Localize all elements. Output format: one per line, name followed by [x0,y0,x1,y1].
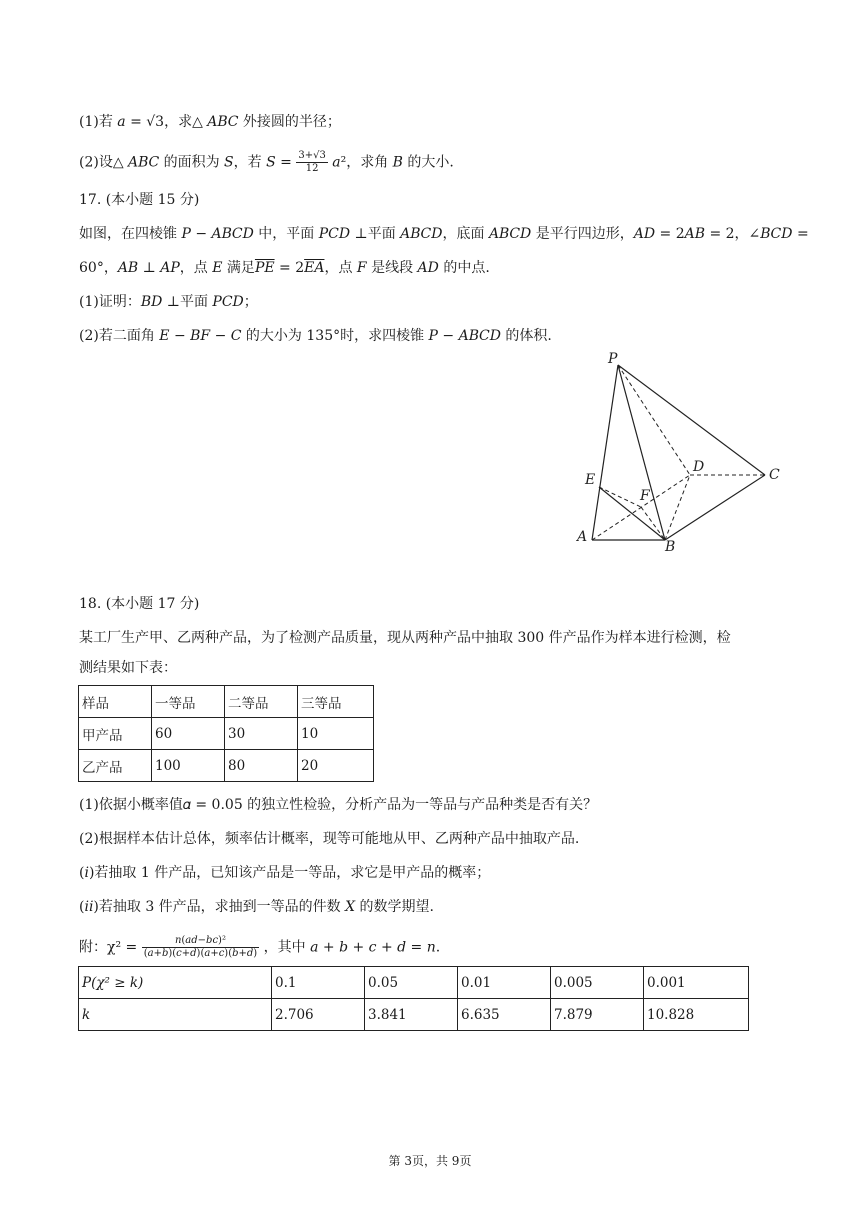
edge-bc [665,475,765,540]
label-d: D [693,459,705,475]
table-cell: 0.005 [551,967,644,999]
q16-part2-post: 𝑎²，求角 𝐵 的大小. [332,154,454,171]
label-a: A [577,529,588,545]
table-cell: 0.01 [458,967,551,999]
table-cell: 3.841 [365,999,458,1031]
q17-heading: 17. (本小题 15 分) [79,192,200,208]
q17-stem-line2-pre: 60°，𝐴𝐵 ⊥ 𝐴𝑃，点 𝐸 满足 [79,260,255,276]
table-row [79,967,749,999]
edge-pc [618,365,765,475]
table-cell: 20 [298,750,374,782]
chi-square-numerator: 𝑛(𝑎𝑑−𝑏𝑐)² [142,935,259,948]
table-cell: 60 [152,718,225,750]
table-cell: 0.1 [272,967,365,999]
label-c: C [769,467,780,483]
table-cell: 𝑃(χ² ≥ 𝑘) [79,967,272,999]
table-header-cell: 样品 [79,686,152,718]
q18-part1: (1)依据小概率值𝛼 = 0.05 的独立性检验，分析产品为一等品与产品种类是否有关？ [79,797,598,813]
table-row [79,718,374,750]
table-row [79,999,749,1031]
table-cell: 𝑘 [79,999,272,1031]
table-cell: 30 [225,718,298,750]
appendix-post: ，其中 𝑎 + 𝑏 + 𝑐 + 𝑑 = 𝑛. [263,939,441,956]
label-b: B [665,539,676,555]
table-row [79,750,374,782]
table-cell: 100 [152,750,225,782]
segment-eb [599,487,665,540]
q18-part2-ii: (𝑖𝑖)若抽取 3 件产品，求抽到一等品的件数 𝑋 的数学期望. [79,899,435,915]
table-header-row [79,686,374,718]
chi-square-fraction [142,935,259,960]
q17-part1: (1)证明：𝐵𝐷 ⊥平面 𝑃𝐶𝐷； [79,294,258,310]
table-header-cell: 二等品 [225,686,298,718]
edge-pa [592,365,618,540]
vector-pe: 𝑃𝐸 [254,260,275,276]
vector-ea: 𝐸𝐴 [304,260,325,276]
label-f: F [640,488,650,504]
table-cell: 10 [298,718,374,750]
q17-stem-line2 [79,258,490,278]
appendix-pre: 附：χ² = [79,939,138,956]
page-footer: 第 3页，共 9页 [388,1154,472,1168]
edge-bd [665,475,690,540]
table-cell: 乙产品 [79,750,152,782]
table-cell: 0.001 [644,967,749,999]
sample-table [78,685,374,782]
label-p: P [608,351,618,367]
table-cell: 6.635 [458,999,551,1031]
q18-part2: (2)根据样本估计总体，频率估计概率，现等可能地从甲、乙两种产品中抽取产品. [79,831,580,847]
edge-pb [618,365,665,540]
table-cell: 10.828 [644,999,749,1031]
q16-part2-pre: (2)设△ 𝐴𝐵𝐶 的面积为 𝑆，若 𝑆 = [79,154,292,171]
q16-part2 [79,150,454,175]
q18-appendix [79,935,440,960]
q17-stem-line2-post: ，点 𝐹 是线段 𝐴𝐷 的中点. [324,260,490,276]
pyramid-figure [572,345,792,560]
table-cell: 甲产品 [79,718,152,750]
edge-pd [618,365,690,475]
table-cell: 80 [225,750,298,782]
table-cell: 0.05 [365,967,458,999]
critical-value-table [78,966,749,1031]
q17-part2: (2)若二面角 𝐸 − 𝐵𝐹 − 𝐶 的大小为 135°时，求四棱锥 𝑃 − 𝐴𝐵𝐶𝐷 的体积. [79,328,552,344]
q17-stem-mid: = 2 [274,260,305,276]
q18-stem-line2: 测结果如下表： [79,660,177,676]
table-header-cell: 三等品 [298,686,374,718]
label-e: E [585,472,596,488]
q16-part1: (1)若 𝑎 = √3，求△ 𝐴𝐵𝐶 外接圆的半径； [79,114,341,130]
q18-heading: 18. (本小题 17 分) [79,596,200,612]
chi-square-denominator: (𝑎+𝑏)(𝑐+𝑑)(𝑎+𝑐)(𝑏+𝑑) [143,948,258,959]
q18-part2-i: (𝑖)若抽取 1 件产品，已知该产品是一等品，求它是甲产品的概率； [79,865,491,881]
table-cell: 2.706 [272,999,365,1031]
q18-stem-line1: 某工厂生产甲、乙两种产品，为了检测产品质量，现从两种产品中抽取 300 件产品作为样本进行检测，检 [79,630,731,646]
q16-fraction [296,150,327,175]
q17-stem-line1: 如图，在四棱锥 𝑃 − 𝐴𝐵𝐶𝐷 中，平面 𝑃𝐶𝐷 ⊥平面 𝐴𝐵𝐶𝐷，底面 𝐴𝐵𝐶𝐷 是平行四边形，𝐴𝐷 = 2𝐴𝐵 = 2，∠𝐵𝐶𝐷 = [79,226,809,242]
q16-frac-numerator: 3+√3 [298,150,326,161]
table-header-cell: 一等品 [152,686,225,718]
q16-frac-denominator: 12 [305,163,319,174]
table-cell: 7.879 [551,999,644,1031]
